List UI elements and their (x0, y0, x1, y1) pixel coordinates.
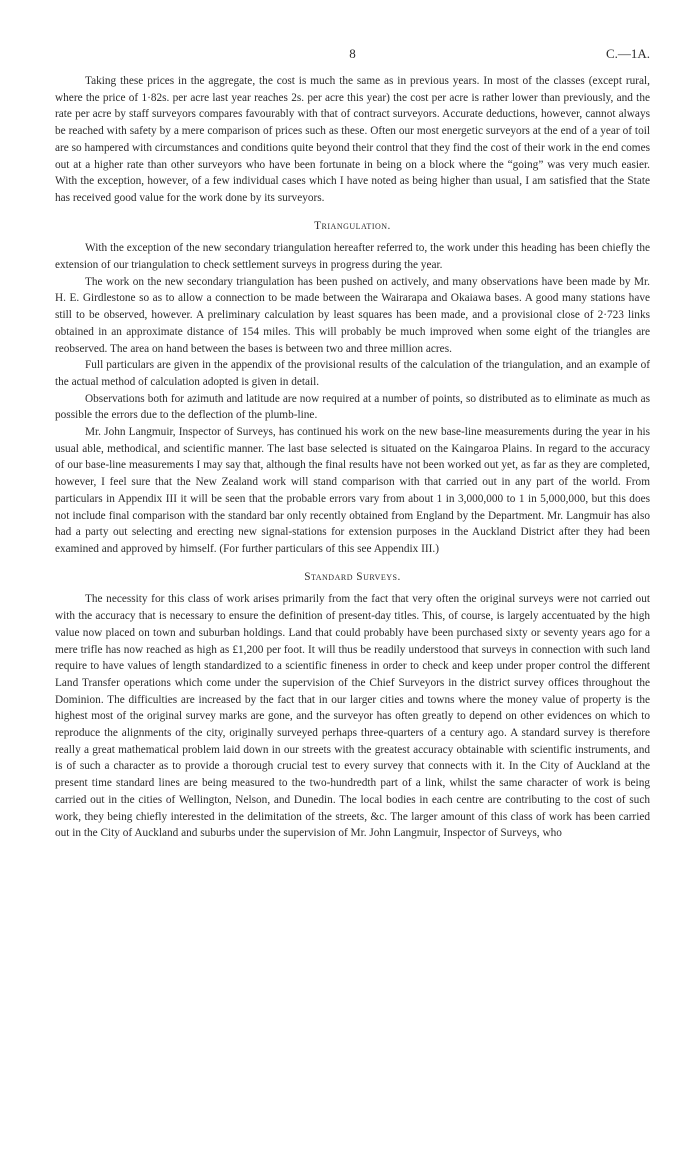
paragraph: Mr. John Langmuir, Inspector of Surveys, has continued his work on the new base-line measurements during the year in his usual able, methodical, and scientific manner. The last base selected is situated on the Kaingaroa Plains. In regard to the accuracy of our base-line measurements I may say that, although the final results have not been worked out yet, as far as they are completed, however, I feel sure that the New Zealand work will stand comparison with that carried out in any part of the world. From particulars in Appendix III it will be seen that the probable errors vary from about 1 in 3,000,000 to 1 in 5,000,000, but this does not include final comparison with the standard bar only recently obtained from England by the Department. Mr. Langmuir has also had a party out selecting and erecting new signal-stations for extension purposes in the Auckland District after they had been examined and approved by himself. (For further particulars of this see Appendix III.) (55, 426, 650, 555)
paragraph: The necessity for this class of work arises primarily from the fact that very often the original surveys were not carried out with the accuracy that is necessary to ensure the definition of present-day titles. This, of course, is largely accentuated by the high value now placed on town and suburban holdings. Land that could probably have been purchased sixty or seventy years ago for a mere trifle has now reached as high as £1,200 per foot. It will thus be readily understood that surveys in connection with such land require to have values of length standardized to a scientific fineness in order to check and keep under proper control the different Land Transfer operations which come under the supervision of the Chief Surveyors in the district survey offices throughout the Dominion. The difficulties are increased by the fact that in our larger cities and towns where the money value of property is the highest most of the original survey marks are gone, and the surveyor has often greatly to depend on other evidences on which to reproduce the alignments of the city, originally surveyed perhaps three-quarters of a century ago. A standard survey is therefore really a great mathematical problem laid down in our streets with the greatest accuracy obtainable with scientific instruments, and is of such a character as to provide a thorough crucial test to every survey that connects with it. In the City of Auckland at the present time standard lines are being measured to the two-hundredth part of a link, whilst the same character of work is being carried out in the cities of Wellington, Nelson, and Dunedin. The local bodies in each centre are contributing to the cost of such work, they being chiefly interested in the delimitation of the streets, &c. The larger amount of this class of work has been carried out in the City of Auckland and suburbs under the supervision of Mr. John Langmuir, Inspector of Surveys, who (55, 593, 650, 840)
paragraph: The work on the new secondary triangulation has been pushed on actively, and many observations have been made by Mr. H. E. Girdlestone so as to allow a connection to be made between the Wairarapa and Okaiawa bases. A good many stations have still to be observed, however. A preliminary calculation by least squares has been made, and a provisional close of 2·723 links obtained in an approximate distance of 154 miles. This will probably be much improved when some eight of the triangles are reobserved. The area on hand between the bases is between two and three million acres. (55, 275, 650, 355)
section-triangulation (55, 218, 650, 558)
section-pricing (55, 73, 650, 207)
paragraph: Taking these prices in the aggregate, the cost is much the same as in previous years. In most of the classes (except rural, where the price of 1·82s. per acre last year reaches 2s. per acre this year) the cost per acre is rather lower than previously, and the rate per acre by staff surveyors compares favourably with that of contract surveyors. Accurate deductions, however, cannot always be reached with safety by a mere comparison of prices such as these. Often our most energetic surveyors at the end of a year of toil are so hampered with circumstances and conditions quite beyond their control that they find the cost of their work in the end comes out at a higher rate than other surveyors who have been fortunate in being on a block where the “going” was very much easier. With the exception, however, of a few individual cases which I have noted as being higher than usual, I am satisfied that the State has received good value for the work done by its surveyors. (55, 75, 650, 204)
paragraph: Observations both for azimuth and latitude are now required at a number of points, so distributed as to eliminate as much as possible the errors due to the deflection of the plumb-line. (55, 392, 650, 422)
running-header (55, 46, 650, 64)
document-code: C.—1A. (605, 46, 650, 61)
page-number: 8 (349, 46, 356, 61)
paragraph: With the exception of the new secondary triangulation hereafter referred to, the work under this heading has been chiefly the extension of our triangulation to check settlement surveys in progress during the year. (55, 242, 650, 272)
section-heading: Standard Surveys. (304, 570, 401, 583)
section-heading: Triangulation. (314, 219, 391, 232)
paragraph: Full particulars are given in the appendix of the provisional results of the calculation of the triangulation, and an example of the actual method of calculation adopted is given in detail. (55, 359, 650, 388)
section-standard-surveys (55, 569, 650, 842)
document-body (55, 73, 650, 842)
